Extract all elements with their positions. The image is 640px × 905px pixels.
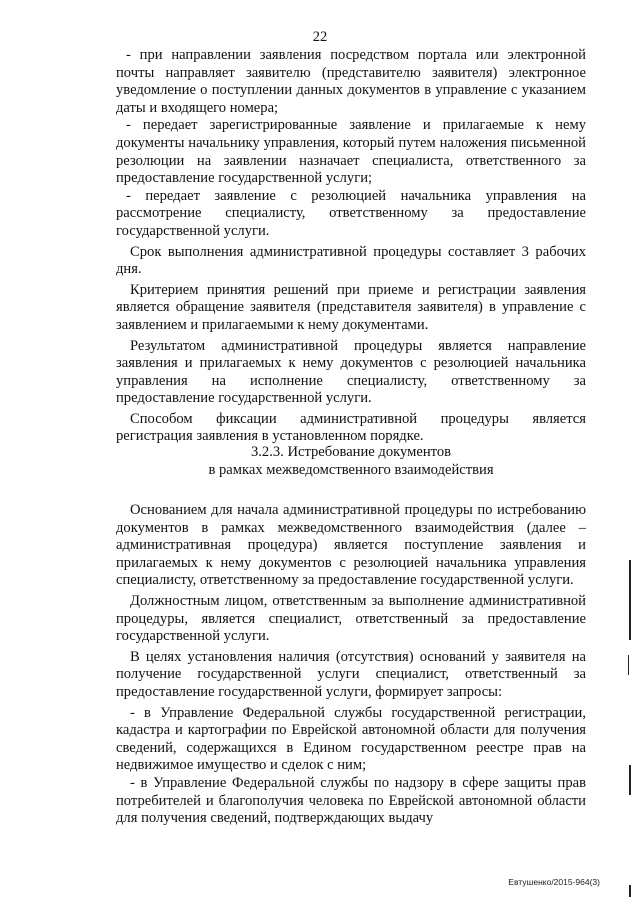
- body-text-bottom: [116, 502, 586, 828]
- section-heading-line2: в рамках межведомственного взаимодействия: [208, 462, 494, 478]
- document-footer-code: Евтушенко/2015-964(3): [508, 877, 600, 887]
- page-number: 22: [312, 29, 328, 45]
- scan-edge-mark: [629, 885, 631, 897]
- section-heading: [116, 443, 586, 479]
- body-text-top: [116, 47, 586, 446]
- scan-edge-mark: [629, 560, 631, 640]
- paragraph: Основанием для начала административной процедуры по истребованию документов в рамках межведомственного взаимодействия (далее – административная процедура) является поступление заявления и прилагаемых к нему документов с резолюцией начальника управления специалисту, ответственному за предоставление государственной услуги.: [116, 502, 586, 589]
- paragraph: - передает заявление с резолюцией начальника управления на рассмотрение специалисту, ответственному за предоставление государственной услуги.: [116, 187, 586, 239]
- paragraph: Срок выполнения административной процедуры составляет 3 рабочих дня.: [116, 243, 586, 278]
- paragraph: Должностным лицом, ответственным за выполнение административной процедуры, является специалист, ответственный за предоставление государственной услуги.: [116, 592, 586, 645]
- paragraph: - в Управление Федеральной службы государственной регистрации, кадастра и картографии по Еврейской автономной области для получения сведений, содержащихся в Едином государственном реестре прав на недвижимое имущество и сделок с ним;: [116, 704, 586, 774]
- paragraph: - передает зарегистрированные заявление и прилагаемые к нему документы начальнику управления, который путем наложения письменной резолюции на заявлении назначает специалиста, ответственного за предоставление государственной услуги;: [116, 117, 586, 187]
- section-heading-line1: 3.2.3. Истребование документов: [250, 444, 452, 460]
- scan-edge-mark: [629, 765, 631, 795]
- paragraph: Результатом административной процедуры является направление заявления и прилагаемых к нему документов с резолюцией начальника управления на исполнение специалисту, ответственному за предоставление государственной услуги.: [116, 337, 586, 407]
- paragraph: - в Управление Федеральной службы по надзору в сфере защиты прав потребителей и благополучия человека по Еврейской автономной области для получения сведений, подтверждающих выдачу: [116, 774, 586, 827]
- scan-edge-mark: [628, 655, 629, 675]
- paragraph: Критерием принятия решений при приеме и регистрации заявления является обращение заявителя (представителя заявителя) в управление с заявлением и прилагаемыми к нему документами.: [116, 281, 586, 333]
- paragraph: В целях установления наличия (отсутствия) оснований у заявителя на получение государственной услуги специалист, ответственный за предоставление государственной услуги, формирует запросы:: [116, 648, 586, 700]
- paragraph: - при направлении заявления посредством портала или электронной почты направляет заявителю (представителю заявителя) электронное уведомление о поступлении данных документов в управление с указанием даты и входящего номера;: [116, 47, 586, 116]
- paragraph: Способом фиксации административной процедуры является регистрация заявления в установленном порядке.: [116, 410, 586, 445]
